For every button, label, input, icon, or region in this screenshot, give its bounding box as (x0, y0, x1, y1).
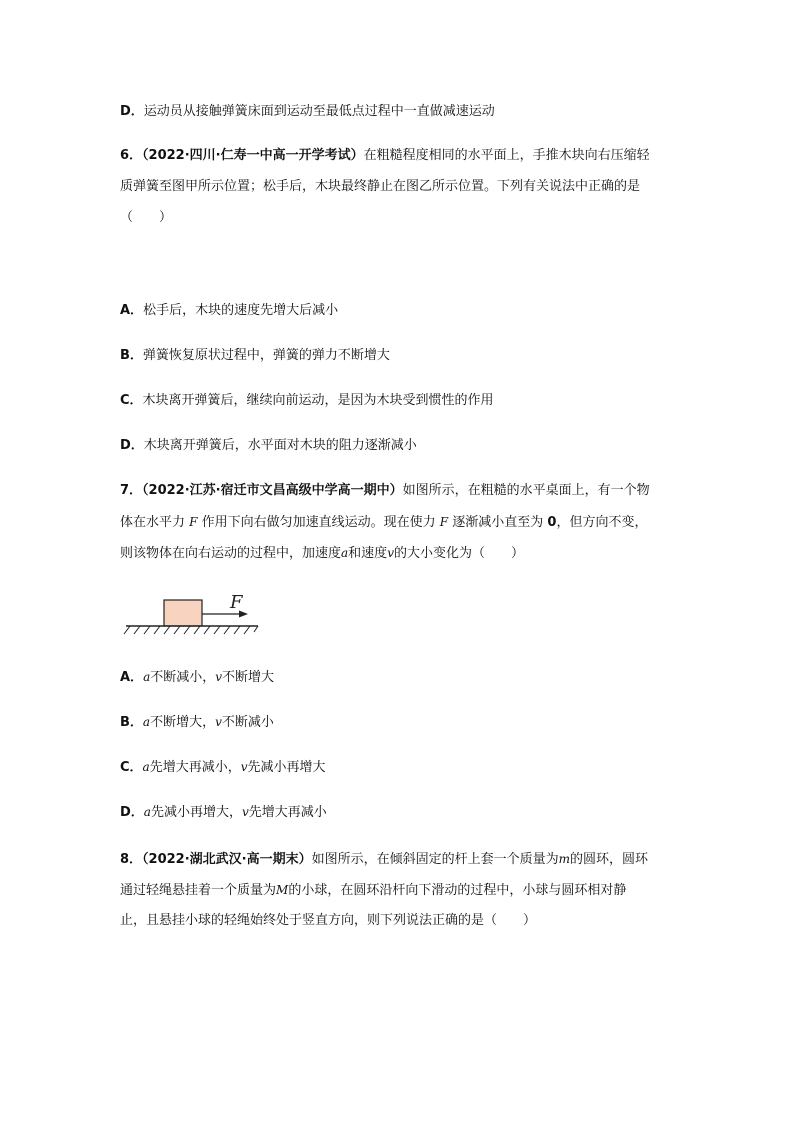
q7-stem-line-3 (120, 543, 524, 564)
q7-stem-line-2 (120, 512, 647, 533)
stem-text: 的小球，在圆环沿杆向下滑动的过程中，小球与圆环相对静 (288, 883, 627, 898)
stem-text: ，但方向不变， (556, 515, 648, 530)
stem-text: 如图所示，在粗糙的水平桌面上，有一个物 (402, 483, 650, 498)
variable-M: M (276, 883, 289, 897)
option-text: 先增大再减小 (248, 805, 327, 820)
stem-text: 和速度 (348, 546, 388, 561)
variable-F: F (439, 515, 449, 529)
option-text: 不断减小， (150, 670, 216, 685)
q6-option-d (120, 436, 417, 456)
question-number: 7． (120, 483, 143, 498)
question-source: （2022·四川·仁寿一中高一开学考试） (142, 148, 364, 163)
stem-text: 则该物体在向右运动的过程中，加速度 (120, 546, 342, 561)
stem-text: 在粗糙程度相同的水平面上，手推木块向右压缩轻 (363, 148, 650, 163)
q7-force-diagram (120, 588, 262, 638)
option-letter: A． (120, 670, 144, 685)
q6-option-c (120, 391, 494, 411)
option-letter: D． (120, 805, 144, 820)
option-letter: C． (120, 760, 143, 775)
option-text: 不断增大， (150, 715, 216, 730)
block (164, 600, 202, 626)
variable-a: a (143, 670, 151, 684)
option-letter: C． (120, 393, 143, 408)
q6-stem-line-1 (120, 146, 650, 166)
stem-text: 作用下向右做匀加速直线运动。现在使力 (201, 515, 436, 530)
zero-value: 0 (547, 515, 557, 530)
stem-text: 体在水平力 (120, 515, 186, 530)
variable-v: v (241, 805, 249, 819)
variable-v: v (387, 546, 394, 560)
option-text: 先增大再减小， (149, 760, 241, 775)
option-letter: B． (120, 348, 143, 363)
stem-text: 的大小变化为（ ） (393, 546, 524, 561)
q7-option-a (120, 667, 274, 688)
q7-stem-line-1 (120, 481, 650, 501)
question-number: 8． (120, 852, 143, 867)
q6-option-a (120, 301, 338, 321)
option-text: 松手后，木块的速度先增大后减小 (143, 303, 339, 318)
force-label: F (230, 592, 243, 613)
q8-stem-line-3: 止，且悬挂小球的轻绳始终处于竖直方向，则下列说法正确的是（ ） (120, 913, 537, 928)
variable-v: v (215, 715, 222, 729)
stem-text: 逐渐减小直至为 (452, 515, 544, 530)
q8-stem-line-2 (120, 880, 626, 901)
q7-option-b (120, 712, 274, 733)
option-text: 先减小再增大， (150, 805, 242, 820)
option-letter: D． (120, 438, 144, 453)
option-letter: D． (120, 104, 144, 119)
variable-F: F (189, 515, 198, 529)
question-number: 6． (120, 148, 143, 163)
q6-option-b (120, 346, 390, 366)
option-text: 弹簧恢复原状过程中，弹簧的弹力不断增大 (142, 348, 390, 363)
option-letter: A． (120, 303, 144, 318)
option-text: 运动员从接触弹簧床面到运动至最低点过程中一直做减速运动 (143, 104, 495, 119)
variable-a: a (142, 715, 151, 729)
option-letter: B． (120, 715, 143, 730)
q8-stem-line-1 (120, 849, 648, 870)
variable-m: m (558, 852, 571, 866)
q6-stem-line-2: 质弹簧至图甲所示位置；松手后，木块最终静止在图乙所示位置。下列有关说法中正确的是 (120, 179, 641, 194)
stem-text: 的圆环，圆环 (570, 852, 649, 867)
variable-a: a (341, 546, 349, 560)
option-text: 木块离开弹簧后，继续向前运动，是因为木块受到惯性的作用 (142, 393, 494, 408)
variable-a: a (142, 760, 150, 774)
q6-answer-blank: （ ） (120, 210, 173, 225)
ground-hatching (124, 626, 258, 634)
q5-option-d (120, 102, 495, 122)
question-source: （2022·湖北武汉·高一期末） (142, 852, 312, 867)
stem-text: 如图所示，在倾斜固定的杆上套一个质量为 (311, 852, 559, 867)
option-text: 不断增大 (222, 670, 275, 685)
option-text: 不断减小 (221, 715, 274, 730)
q7-option-c (120, 757, 326, 778)
q7-option-d (120, 802, 327, 823)
option-text: 木块离开弹簧后，水平面对木块的阻力逐渐减小 (143, 438, 417, 453)
option-text: 先减小再增大 (247, 760, 326, 775)
variable-v: v (215, 670, 223, 684)
stem-text: 通过轻绳悬挂着一个质量为 (120, 883, 277, 898)
variable-v: v (240, 760, 248, 774)
question-source: （2022·江苏·宿迁市文昌高级中学高一期中） (142, 483, 403, 498)
variable-a: a (143, 805, 151, 819)
